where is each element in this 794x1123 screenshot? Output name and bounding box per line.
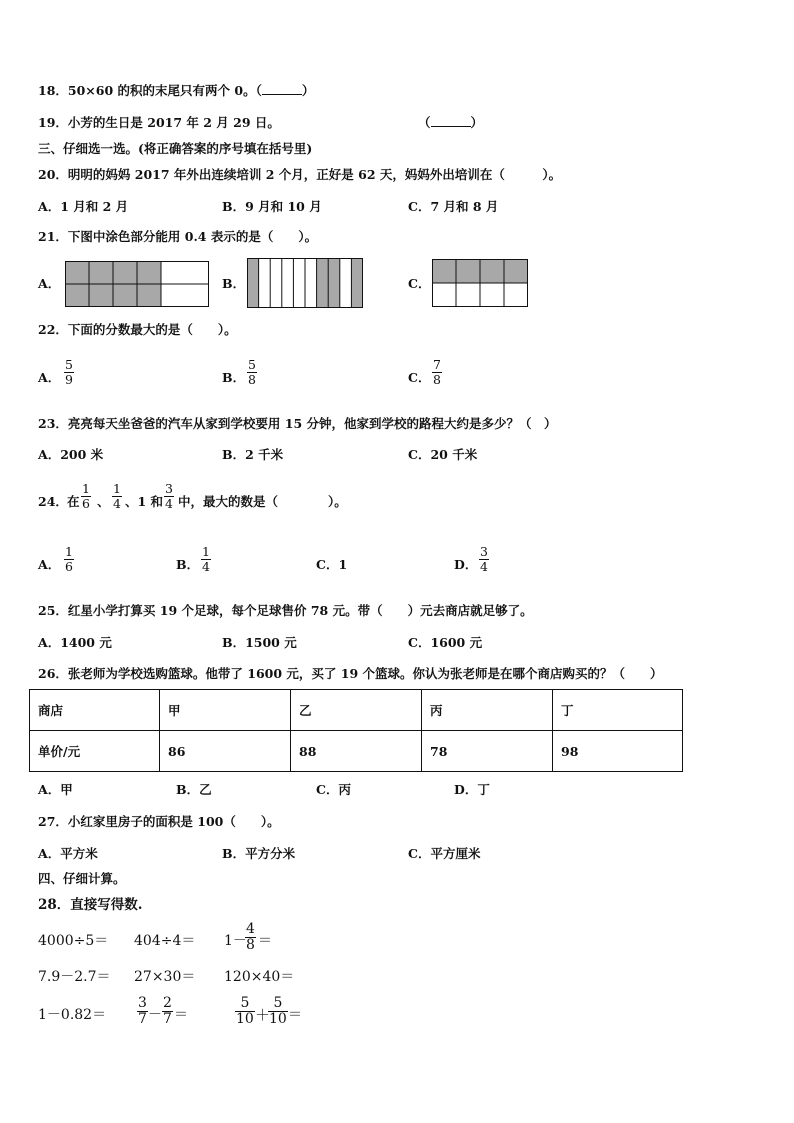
- q23-option-c[interactable]: C．20 千米: [408, 447, 478, 462]
- q19-answer: [418, 115, 483, 131]
- q24-fraction-1: [81, 482, 91, 511]
- table-header-cell: 丁: [553, 690, 683, 731]
- fraction-numerator: 5: [65, 357, 73, 372]
- q20-option-b[interactable]: B．9 月和 10 月: [222, 199, 322, 214]
- q21-figure-a: [65, 261, 209, 307]
- q20-question: [38, 167, 561, 183]
- q22-option-a[interactable]: A．: [38, 370, 61, 385]
- q22-option-b[interactable]: B．: [222, 370, 246, 385]
- q20-text: 明明的妈妈 2017 年外出连续培训 2 个月，正好是 62 天，妈妈外出培训在（ ）。: [67, 167, 562, 182]
- q26-text: 张老师为学校选购篮球。他带了 1600 元，买了 19 个篮球。你认为张老师是在哪个商店购买的？（ ）: [67, 666, 663, 681]
- fraction-denominator: 8: [246, 937, 255, 953]
- table-cell: 88: [291, 731, 422, 772]
- fraction-numerator: 5: [240, 995, 250, 1011]
- q21-question: [38, 229, 317, 245]
- q19-paren-open: （: [418, 115, 431, 130]
- fraction-denominator: 8: [433, 372, 441, 387]
- q28-item-8-equals: ＝: [174, 1007, 188, 1023]
- fraction-numerator: 5: [273, 995, 283, 1011]
- fraction-denominator: 7: [138, 1011, 147, 1027]
- q26-option-b[interactable]: B．乙: [176, 782, 212, 797]
- q24-option-c[interactable]: C．1: [316, 557, 348, 572]
- q26-price-table: [29, 689, 683, 772]
- q28-item-8-fraction-1: [137, 996, 148, 1027]
- fraction-numerator: 1: [113, 481, 121, 496]
- fraction-numerator: 3: [480, 544, 488, 559]
- fraction-numerator: 1: [65, 544, 73, 559]
- q22-text: 下面的分数最大的是（ ）。: [67, 322, 237, 337]
- fraction-denominator: 4: [113, 496, 121, 511]
- q18-answer-blank[interactable]: [262, 84, 302, 95]
- q27-option-a[interactable]: A．平方米: [38, 846, 98, 861]
- q21-option-a[interactable]: A．: [38, 276, 61, 291]
- q28-item-9-fraction-1: [235, 996, 255, 1027]
- q22-question: [38, 322, 237, 338]
- q24-prefix: 在: [67, 494, 80, 509]
- table-row: [30, 690, 683, 731]
- fraction-denominator: 10: [236, 1011, 254, 1027]
- q24-fraction-2: [112, 482, 122, 511]
- q26-question: [38, 666, 663, 682]
- q24-option-d-fraction: [479, 545, 489, 574]
- fraction-numerator: 7: [433, 357, 441, 372]
- q21-option-c[interactable]: C．: [408, 276, 431, 291]
- q28-item-9-operator: ＋: [255, 1006, 271, 1024]
- q25-question: [38, 603, 533, 619]
- q23-text: 亮亮每天坐爸爸的汽车从家到学校要用 15 分钟，他家到学校的路程大约是多少？（ ）: [67, 416, 557, 431]
- q28-item-8-operator: －: [148, 1007, 162, 1023]
- q21-text: 下图中涂色部分能用 0.4 表示的是（ ）。: [67, 229, 318, 244]
- q19-answer-blank[interactable]: [431, 116, 471, 127]
- fraction-denominator: 7: [163, 1011, 172, 1027]
- q23-number: 23．: [38, 416, 68, 431]
- fraction-numerator: 1: [82, 481, 90, 496]
- q19-number: 19．: [38, 115, 68, 130]
- table-header-cell: 丙: [422, 690, 553, 731]
- q24-option-b[interactable]: B．: [176, 557, 200, 572]
- fraction-denominator: 9: [65, 372, 73, 387]
- q27-number: 27．: [38, 814, 68, 829]
- q26-number: 26．: [38, 666, 68, 681]
- q18-paren-close: ）: [301, 83, 315, 98]
- table-cell: 78: [422, 731, 553, 772]
- q24-separator-2: 、1 和: [125, 494, 164, 509]
- q24-separator-1: 、: [97, 494, 110, 509]
- q18-line: [38, 83, 314, 99]
- q26-option-c[interactable]: C．丙: [316, 782, 351, 797]
- q26-option-d[interactable]: D．丁: [454, 782, 490, 797]
- q22-option-a-fraction: [64, 358, 74, 387]
- table-header-cell: 乙: [291, 690, 422, 731]
- fraction-denominator: 8: [248, 372, 256, 387]
- q24-option-d[interactable]: D．: [454, 557, 478, 572]
- table-cell: 98: [553, 731, 683, 772]
- section4-title: 四、仔细计算。: [38, 871, 126, 886]
- fraction-numerator: 4: [246, 921, 255, 937]
- q28-item-6: 120×40＝: [224, 969, 295, 985]
- fraction-denominator: 4: [480, 559, 488, 574]
- q28-title: 28．直接写得数.: [38, 897, 143, 913]
- q23-question: [38, 416, 557, 432]
- q25-option-c[interactable]: C．1600 元: [408, 635, 483, 650]
- q28-item-8-fraction-2: [162, 996, 173, 1027]
- fraction-denominator: 10: [269, 1011, 287, 1027]
- q28-item-3-fraction: [245, 922, 256, 953]
- section3-title: 三、仔细选一选。(将正确答案的序号填在括号里): [38, 141, 313, 156]
- q24-option-a-fraction: [64, 545, 74, 574]
- q25-option-b[interactable]: B．1500 元: [222, 635, 297, 650]
- q28-item-3-prefix: 1－: [224, 933, 247, 949]
- q21-figure-c: [432, 259, 528, 307]
- q28-item-3-equals: ＝: [258, 933, 272, 949]
- table-cell: 86: [160, 731, 291, 772]
- q23-option-b[interactable]: B．2 千米: [222, 447, 284, 462]
- q25-number: 25．: [38, 603, 68, 618]
- fraction-numerator: 1: [202, 544, 210, 559]
- q25-text: 红星小学打算买 19 个足球，每个足球售价 78 元。带（ ）元去商店就足够了。: [67, 603, 533, 618]
- q28-item-9-fraction-2: [268, 996, 288, 1027]
- table-header-cell: 商店: [30, 690, 160, 731]
- q23-option-a[interactable]: A．200 米: [38, 447, 104, 462]
- q21-figure-b: [247, 258, 363, 308]
- q20-option-a[interactable]: A．1 月和 2 月: [38, 199, 129, 214]
- q27-text: 小红家里房子的面积是 100（ ）。: [67, 814, 280, 829]
- fraction-denominator: 6: [65, 559, 73, 574]
- fraction-numerator: 2: [163, 995, 172, 1011]
- q19-line: [38, 115, 280, 131]
- q28-item-5: 27×30＝: [134, 969, 196, 985]
- table-row: [30, 731, 683, 772]
- fraction-numerator: 3: [165, 481, 173, 496]
- q20-option-c[interactable]: C．7 月和 8 月: [408, 199, 499, 214]
- table-cell: 单价/元: [30, 731, 160, 772]
- q24-suffix: 中，最大的数是（ ）。: [178, 494, 347, 509]
- q25-option-a[interactable]: A．1400 元: [38, 635, 112, 650]
- q24-number: 24．: [38, 494, 68, 509]
- q24-option-a[interactable]: A．: [38, 557, 61, 572]
- q18-text: 50×60 的积的末尾只有两个 0。: [67, 83, 256, 98]
- q27-question: [38, 814, 280, 830]
- q27-option-c[interactable]: C．平方厘米: [408, 846, 481, 861]
- q21-number: 21．: [38, 229, 68, 244]
- q18-number: 18．: [38, 83, 68, 98]
- q28-item-9-equals: ＝: [288, 1007, 302, 1023]
- q27-option-b[interactable]: B．平方分米: [222, 846, 296, 861]
- q28-item-1: 4000÷5＝: [38, 933, 109, 949]
- q28-item-2: 404÷4＝: [134, 933, 196, 949]
- q19-text: 小芳的生日是 2017 年 2 月 29 日。: [67, 115, 280, 130]
- q22-number: 22．: [38, 322, 68, 337]
- q22-option-c[interactable]: C．: [408, 370, 431, 385]
- q26-option-a[interactable]: A．甲: [38, 782, 73, 797]
- q24-option-b-fraction: [201, 545, 211, 574]
- q22-option-c-fraction: [432, 358, 442, 387]
- q28-item-7: 1－0.82＝: [38, 1007, 107, 1023]
- q18-paren-open: （: [255, 83, 262, 98]
- q24-fraction-3: [164, 482, 174, 511]
- fraction-denominator: 4: [202, 559, 210, 574]
- table-header-cell: 甲: [160, 690, 291, 731]
- fraction-numerator: 5: [248, 357, 256, 372]
- q20-number: 20．: [38, 167, 68, 182]
- fraction-numerator: 3: [138, 995, 147, 1011]
- q22-option-b-fraction: [247, 358, 257, 387]
- fraction-denominator: 6: [82, 496, 90, 511]
- fraction-denominator: 4: [165, 496, 173, 511]
- q28-item-4: 7.9－2.7＝: [38, 969, 111, 985]
- q21-option-b[interactable]: B．: [222, 276, 246, 291]
- q19-paren-close: ）: [470, 115, 484, 130]
